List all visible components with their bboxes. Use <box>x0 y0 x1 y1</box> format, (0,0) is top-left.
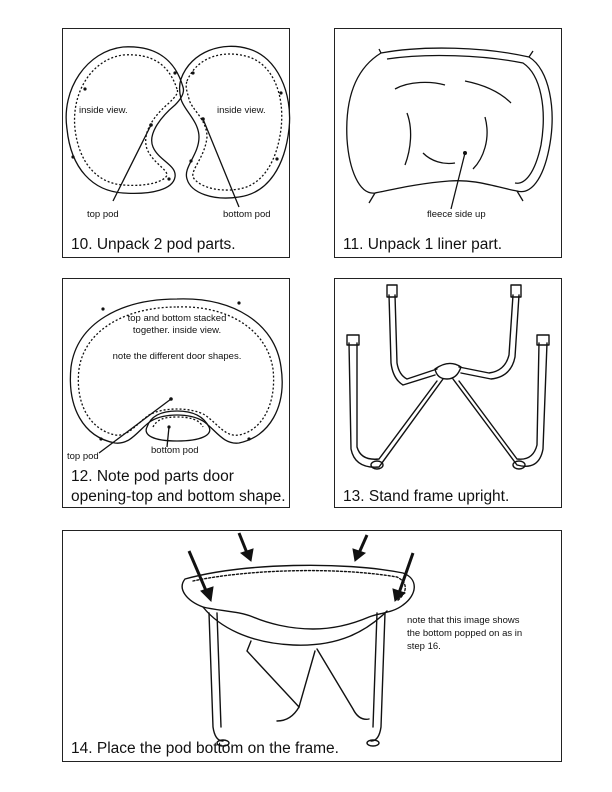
step-12-panel <box>62 278 290 508</box>
step-10-caption: 10. Unpack 2 pod parts. <box>71 236 236 253</box>
step-12-caption-line1: 12. Note pod parts door <box>71 468 234 485</box>
label-stacked-line1: top and bottom stacked <box>127 313 227 324</box>
label-note-line1: note that this image shows <box>407 615 520 626</box>
step-14-panel <box>62 530 562 762</box>
step-10-panel <box>62 28 290 258</box>
label-note-line3: step 16. <box>407 641 441 652</box>
label-top-pod: top pod <box>87 209 119 220</box>
pod-parts-illustration <box>63 29 291 259</box>
step-14-caption: 14. Place the pod bottom on the frame. <box>71 740 339 757</box>
label-inside-view-right: inside view. <box>217 105 266 116</box>
liner-pointer-dot <box>463 151 467 155</box>
step-11-panel <box>334 28 562 258</box>
step-13-caption: 13. Stand frame upright. <box>343 488 510 505</box>
label-bottom-pod: bottom pod <box>151 445 199 456</box>
step-11-caption: 11. Unpack 1 liner part. <box>343 236 503 253</box>
label-note-line2: the bottom popped on as in <box>407 628 523 639</box>
step-12-caption-line2: opening-top and bottom shape. <box>71 488 286 505</box>
label-fleece-side-up: fleece side up <box>427 209 486 220</box>
liner-illustration <box>335 29 563 259</box>
pod-on-frame-illustration <box>63 531 563 763</box>
label-bottom-pod: bottom pod <box>223 209 271 220</box>
label-stacked-line2: together. inside view. <box>132 325 222 336</box>
label-top-pod: top pod <box>67 451 99 462</box>
step-13-panel <box>334 278 562 508</box>
label-note-door-shapes: note the different door shapes. <box>112 351 242 362</box>
stand-frame-illustration <box>335 279 563 509</box>
label-inside-view-left: inside view. <box>79 105 128 116</box>
